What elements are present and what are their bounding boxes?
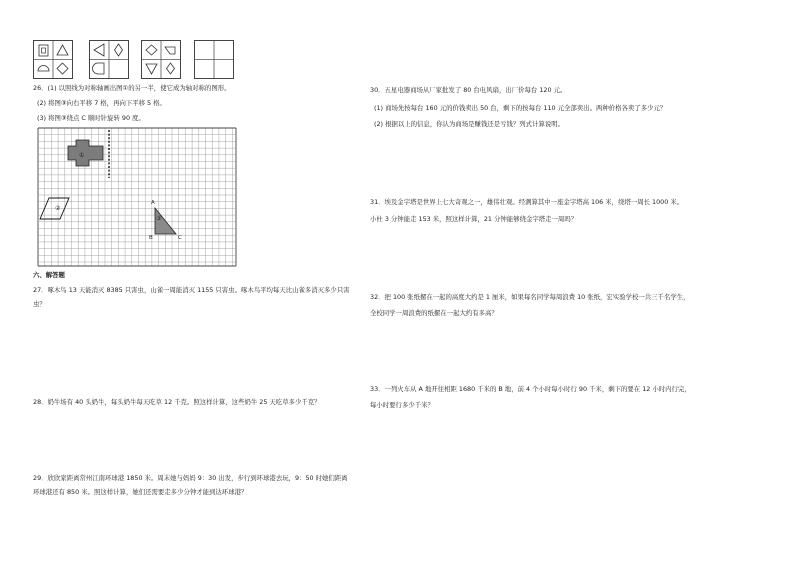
q26-line2: (2) 将图③向右平移 7 格，再向下平移 5 格。 <box>37 99 166 107</box>
label-point-b: B <box>149 235 153 241</box>
figure-box-1 <box>33 40 73 79</box>
figure-one-shape <box>68 140 103 166</box>
label-point-a: A <box>151 200 155 206</box>
label-point-c: C <box>178 235 182 241</box>
figure-1-shapes-icon <box>34 41 72 78</box>
q26-line3: (3) 将图③绕点 C 顺时针旋转 90 度。 <box>37 114 145 122</box>
section-6-heading: 六、解答题 <box>33 271 65 279</box>
figure-box-4 <box>194 40 234 79</box>
q30-line1: 30．五星电器商场从厂家批发了 80 台电风扇，出厂价每台 120 元。 <box>370 86 567 94</box>
q31-line1: 31．埃及金字塔是世界上七大奇观之一，雄伟壮观。经测算其中一座金字塔高 106 米，绕塔一周长 1000 米。 <box>370 198 684 206</box>
q30-line2: (1) 商场先按每台 160 元的价钱卖出 50 台，剩下的按每台 110 元全部卖出。两种价格各卖了多少元？ <box>374 104 667 112</box>
q28-text: 28．奶牛场有 40 头奶牛，每头奶牛每天吃草 12 千克。照这样计算，这些奶牛 25 天吃草多少千克？ <box>33 398 321 406</box>
q31-line2: 小杜 3 分钟能走 153 米，照这样计算，21 分钟能够绕金字塔走一周吗？ <box>370 215 578 223</box>
transformation-grid <box>38 128 236 266</box>
q29-line1: 29．欣欣家距离常州江南环球港 1850 米。周末她与妈妈 9：30 出发，步行到环球港去玩，9：50 时她们距离 <box>33 474 348 482</box>
figure-4-empty-grid-icon <box>195 41 233 78</box>
q33-line1: 33．一列火车从 A 地开往相距 1680 千米的 B 地，前 4 个小时每小时行 90 千米，剩下的要在 12 小时内行完， <box>370 385 691 393</box>
q29-line2: 环球港还有 850 米。照这样计算，她们还需要走多少分钟才能到达环球港？ <box>33 488 248 496</box>
q27-line1: 27．啄木鸟 13 天能消灭 8385 只害虫，山雀一周能消灭 1155 只害虫。啄木鸟平均每天比山雀多消灭多少只害 <box>33 286 350 294</box>
q33-line2: 每小时要行多少千米？ <box>370 401 434 409</box>
figure-3-shapes-icon <box>142 41 180 78</box>
q32-line2: 全校同学一周浪费的纸摞在一起大约有多高？ <box>370 309 498 317</box>
label-circle-2: ② <box>55 205 61 212</box>
figure-box-2 <box>89 40 129 79</box>
label-circle-3: ③ <box>156 215 162 222</box>
label-circle-1: ① <box>79 152 85 159</box>
q26-line1: 26．(1) 以照线为对称轴画出图①的另一半，使它成为轴对称的图形。 <box>33 84 231 92</box>
figure-box-3 <box>141 40 181 79</box>
q30-line3: (2) 根据以上的信息，你认为商场是赚钱还是亏钱？列式计算说明。 <box>374 120 565 128</box>
q27-line2: 虫？ <box>33 300 46 308</box>
q32-line1: 32．把 100 张纸摞在一起的高度大约是 1 厘米，如果每名同学每周浪费 10 张纸，宏实验学校一共三千名学生， <box>370 293 690 301</box>
figure-2-shapes-icon <box>90 41 128 78</box>
